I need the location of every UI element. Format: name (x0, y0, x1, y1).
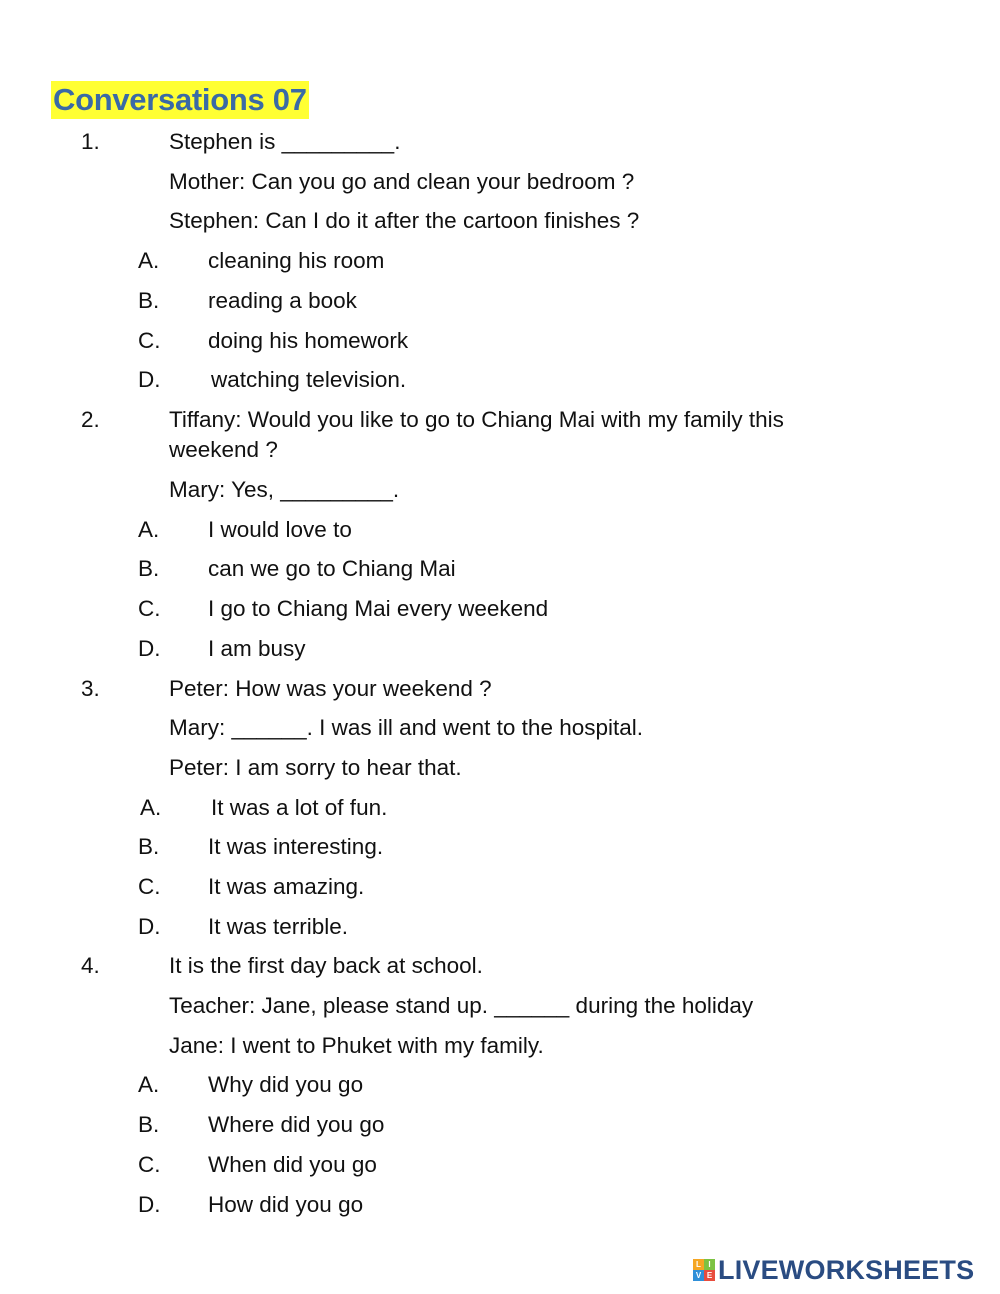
option-text[interactable]: watching television. (211, 367, 407, 392)
question-line: Mary: ______. I was ill and went to the hospital. (169, 715, 644, 740)
question-number: 3. (81, 676, 100, 701)
logo-icon-tile: I (704, 1259, 715, 1270)
option-letter: D. (138, 636, 161, 661)
question-number: 1. (81, 129, 100, 154)
option-letter: C. (138, 1152, 161, 1177)
option-text[interactable]: I am busy (208, 636, 306, 661)
question-line: Stephen is _________. (169, 129, 401, 154)
option-letter: C. (138, 874, 161, 899)
option-letter: A. (140, 795, 162, 820)
worksheet-title: Conversations 07 (53, 82, 307, 117)
option-text[interactable]: It was amazing. (208, 874, 365, 899)
question-line: It is the first day back at school. (169, 953, 483, 978)
option-letter: B. (138, 288, 160, 313)
option-text[interactable]: It was terrible. (208, 914, 349, 939)
question-number: 4. (81, 953, 100, 978)
question-line: Mary: Yes, _________. (169, 477, 400, 502)
option-text[interactable]: doing his homework (208, 328, 409, 353)
question-line: Mother: Can you go and clean your bedroom ? (169, 169, 635, 194)
option-letter: B. (138, 556, 160, 581)
option-letter: D. (138, 1192, 161, 1217)
question-line: Peter: I am sorry to hear that. (169, 755, 462, 780)
liveworksheets-logo[interactable] (693, 1253, 974, 1287)
option-letter: C. (138, 596, 161, 621)
option-letter: A. (138, 517, 160, 542)
option-text[interactable]: How did you go (208, 1192, 364, 1217)
question-line: Tiffany: Would you like to go to Chiang Mai with my family this weekend ? (169, 407, 784, 462)
question-line: Jane: I went to Phuket with my family. (169, 1033, 544, 1058)
option-text[interactable]: cleaning his room (208, 248, 385, 273)
option-text[interactable]: Where did you go (208, 1112, 385, 1137)
option-text[interactable]: I would love to (208, 517, 352, 542)
option-letter: C. (138, 328, 161, 353)
option-letter: B. (138, 1112, 160, 1137)
option-text[interactable]: I go to Chiang Mai every weekend (208, 596, 549, 621)
liveworksheets-logo-icon (693, 1259, 715, 1281)
option-text[interactable]: When did you go (208, 1152, 377, 1177)
question-line: Stephen: Can I do it after the cartoon finishes ? (169, 208, 640, 233)
option-text[interactable]: Why did you go (208, 1072, 364, 1097)
logo-icon-tile: V (693, 1270, 704, 1281)
question-line: Teacher: Jane, please stand up. ______ during the holiday (169, 993, 754, 1018)
option-text[interactable]: reading a book (208, 288, 357, 313)
option-letter: B. (138, 834, 160, 859)
option-letter: A. (138, 248, 160, 273)
question-number: 2. (81, 407, 100, 432)
option-text[interactable]: It was a lot of fun. (211, 795, 388, 820)
option-text[interactable]: It was interesting. (208, 834, 384, 859)
logo-icon-tile: E (704, 1270, 715, 1281)
option-letter: D. (138, 914, 161, 939)
option-letter: A. (138, 1072, 160, 1097)
option-text[interactable]: can we go to Chiang Mai (208, 556, 456, 581)
logo-text: LIVEWORKSHEETS (718, 1254, 975, 1285)
option-letter: D. (138, 367, 161, 392)
logo-icon-tile: L (693, 1259, 704, 1270)
question-line: Peter: How was your weekend ? (169, 676, 492, 701)
